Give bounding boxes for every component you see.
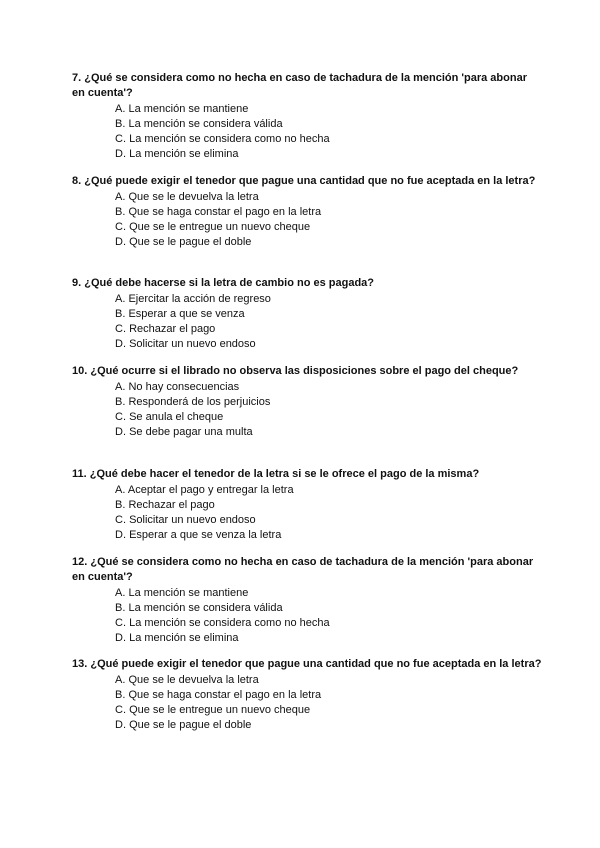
option-letter: A .	[115, 381, 128, 393]
question-11	[72, 467, 542, 543]
option-item	[115, 616, 542, 631]
option-text: Ejercitar la acción de regreso	[128, 293, 271, 305]
option-letter: C .	[115, 411, 129, 423]
option-item	[115, 235, 542, 250]
option-item	[115, 513, 542, 528]
question-text: 12. ¿Qué se considera como no hecha en caso de tachadura de la mención 'para abonar en cuenta'?	[72, 556, 534, 583]
option-text: Que se le pague el doble	[129, 236, 252, 248]
option-letter: B .	[115, 206, 128, 218]
option-letter: D .	[115, 236, 129, 248]
option-letter: B .	[115, 602, 128, 614]
option-text: Rechazar el pago	[129, 323, 216, 335]
question-12	[72, 555, 542, 646]
option-text: Se debe pagar una multa	[129, 426, 253, 438]
question-text: 9. ¿Qué debe hacerse si la letra de cambio no es pagada?	[72, 277, 375, 289]
option-item	[115, 601, 542, 616]
option-list	[72, 673, 542, 733]
option-item	[115, 220, 542, 235]
question-8	[72, 174, 542, 250]
option-item	[115, 425, 542, 440]
option-text: La mención se mantiene	[128, 103, 249, 115]
option-item	[115, 703, 542, 718]
option-letter: A .	[115, 587, 128, 599]
option-letter: A .	[115, 191, 128, 203]
option-letter: B .	[115, 499, 128, 511]
option-letter: B .	[115, 308, 128, 320]
option-item	[115, 395, 542, 410]
option-item	[115, 631, 542, 646]
option-text: La mención se elimina	[129, 148, 239, 160]
option-item	[115, 380, 542, 395]
option-text: Que se le entregue un nuevo cheque	[129, 704, 311, 716]
option-text: La mención se considera como no hecha	[129, 133, 330, 145]
question-13	[72, 657, 542, 733]
option-item	[115, 410, 542, 425]
option-list	[72, 190, 542, 250]
option-item	[115, 117, 542, 132]
option-item	[115, 586, 542, 601]
option-item	[115, 322, 542, 337]
question-text: 11. ¿Qué debe hacer el tenedor de la letra si se le ofrece el pago de la misma?	[72, 468, 480, 480]
option-letter: A .	[115, 293, 128, 305]
option-text: Responderá de los perjuicios	[128, 396, 271, 408]
option-list	[72, 102, 542, 162]
option-text: Rechazar el pago	[128, 499, 215, 511]
option-text: Solicitar un nuevo endoso	[129, 514, 256, 526]
option-letter: C .	[115, 514, 129, 526]
option-item	[115, 102, 542, 117]
option-text: Que se haga constar el pago en la letra	[128, 689, 322, 701]
option-item	[115, 147, 542, 162]
option-text: La mención se elimina	[129, 632, 239, 644]
option-letter: D .	[115, 529, 129, 541]
option-letter: C .	[115, 617, 129, 629]
option-text: La mención se considera válida	[128, 118, 283, 130]
option-item	[115, 132, 542, 147]
option-item	[115, 483, 542, 498]
option-letter: D .	[115, 632, 129, 644]
option-text: Que se le devuelva la letra	[128, 674, 259, 686]
option-letter: D .	[115, 719, 129, 731]
question-9	[72, 276, 542, 352]
option-item	[115, 292, 542, 307]
option-letter: C .	[115, 221, 129, 233]
option-item	[115, 337, 542, 352]
question-text: 8. ¿Qué puede exigir el tenedor que pague una cantidad que no fue aceptada en la letra?	[72, 175, 536, 187]
option-item	[115, 190, 542, 205]
option-text: La mención se mantiene	[128, 587, 249, 599]
option-text: Esperar a que se venza la letra	[129, 529, 282, 541]
option-text: Se anula el cheque	[129, 411, 224, 423]
option-item	[115, 498, 542, 513]
option-text: Que se le pague el doble	[129, 719, 252, 731]
option-item	[115, 205, 542, 220]
option-text: Aceptar el pago y entregar la letra	[127, 484, 294, 496]
option-text: Que se haga constar el pago en la letra	[128, 206, 322, 218]
question-text: 13. ¿Qué puede exigir el tenedor que pague una cantidad que no fue aceptada en la letra?	[72, 658, 542, 670]
option-item	[115, 528, 542, 543]
option-item	[115, 718, 542, 733]
option-letter: B .	[115, 689, 128, 701]
option-item	[115, 307, 542, 322]
option-letter: C .	[115, 704, 129, 716]
option-letter: D .	[115, 426, 129, 438]
question-10	[72, 364, 542, 440]
option-text: Solicitar un nuevo endoso	[129, 338, 256, 350]
option-list	[72, 586, 542, 646]
question-text: 10. ¿Qué ocurre si el librado no observa las disposiciones sobre el pago del cheque?	[72, 365, 519, 377]
option-letter: A .	[115, 674, 128, 686]
option-letter: B .	[115, 396, 128, 408]
option-letter: A .	[115, 484, 128, 496]
option-list	[72, 292, 542, 352]
question-7	[72, 71, 542, 162]
question-text: 7. ¿Qué se considera como no hecha en caso de tachadura de la mención 'para abonar en cuenta'?	[72, 72, 527, 99]
option-item	[115, 673, 542, 688]
option-text: La mención se considera válida	[128, 602, 283, 614]
option-text: No hay consecuencias	[128, 381, 240, 393]
option-text: Que se le devuelva la letra	[128, 191, 259, 203]
option-letter: D .	[115, 338, 129, 350]
option-text: La mención se considera como no hecha	[129, 617, 330, 629]
option-item	[115, 688, 542, 703]
option-text: Esperar a que se venza	[128, 308, 245, 320]
option-letter: A .	[115, 103, 128, 115]
option-list	[72, 380, 542, 440]
option-list	[72, 483, 542, 543]
option-letter: C .	[115, 323, 129, 335]
option-letter: B .	[115, 118, 128, 130]
option-text: Que se le entregue un nuevo cheque	[129, 221, 311, 233]
option-letter: D .	[115, 148, 129, 160]
option-letter: C .	[115, 133, 129, 145]
